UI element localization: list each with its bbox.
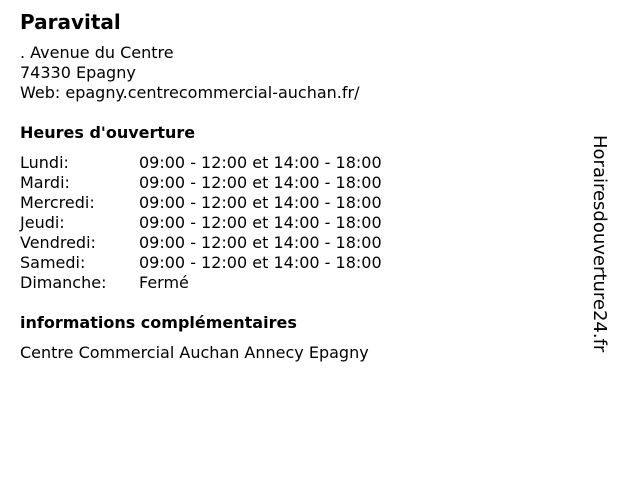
- hours-row-dimanche: [20, 273, 600, 293]
- hours-row-samedi: [20, 253, 600, 273]
- address-street: . Avenue du Centre: [20, 43, 174, 62]
- site-watermark: Horairesdouverture24.fr: [589, 135, 610, 353]
- day-label: Mardi:: [20, 173, 70, 192]
- hours-row-vendredi: [20, 233, 600, 253]
- info-text: Centre Commercial Auchan Annecy Epagny: [20, 343, 369, 362]
- hours-row-jeudi: [20, 213, 600, 233]
- hours-row-lundi: [20, 153, 600, 173]
- time-value: 09:00 - 12:00 et 14:00 - 18:00: [139, 233, 382, 252]
- website-link[interactable]: Web: epagny.centrecommercial-auchan.fr/: [20, 83, 360, 102]
- store-address: [20, 43, 600, 103]
- address-city: 74330 Epagny: [20, 63, 136, 82]
- time-value: 09:00 - 12:00 et 14:00 - 18:00: [139, 193, 382, 212]
- time-value: 09:00 - 12:00 et 14:00 - 18:00: [139, 213, 382, 232]
- day-label: Mercredi:: [20, 193, 95, 212]
- info-heading: informations complémentaires: [20, 313, 297, 332]
- day-label: Jeudi:: [20, 213, 65, 232]
- hours-heading: Heures d'ouverture: [20, 123, 196, 142]
- store-card: [20, 10, 600, 363]
- hours-row-mardi: [20, 173, 600, 193]
- day-label: Samedi:: [20, 253, 86, 272]
- time-value: 09:00 - 12:00 et 14:00 - 18:00: [139, 153, 382, 172]
- time-value: Fermé: [139, 273, 189, 292]
- day-label: Dimanche:: [20, 273, 107, 292]
- hours-row-mercredi: [20, 193, 600, 213]
- time-value: 09:00 - 12:00 et 14:00 - 18:00: [139, 253, 382, 272]
- hours-table: [20, 153, 600, 293]
- day-label: Lundi:: [20, 153, 69, 172]
- time-value: 09:00 - 12:00 et 14:00 - 18:00: [139, 173, 382, 192]
- store-name: Paravital: [20, 10, 121, 34]
- day-label: Vendredi:: [20, 233, 96, 252]
